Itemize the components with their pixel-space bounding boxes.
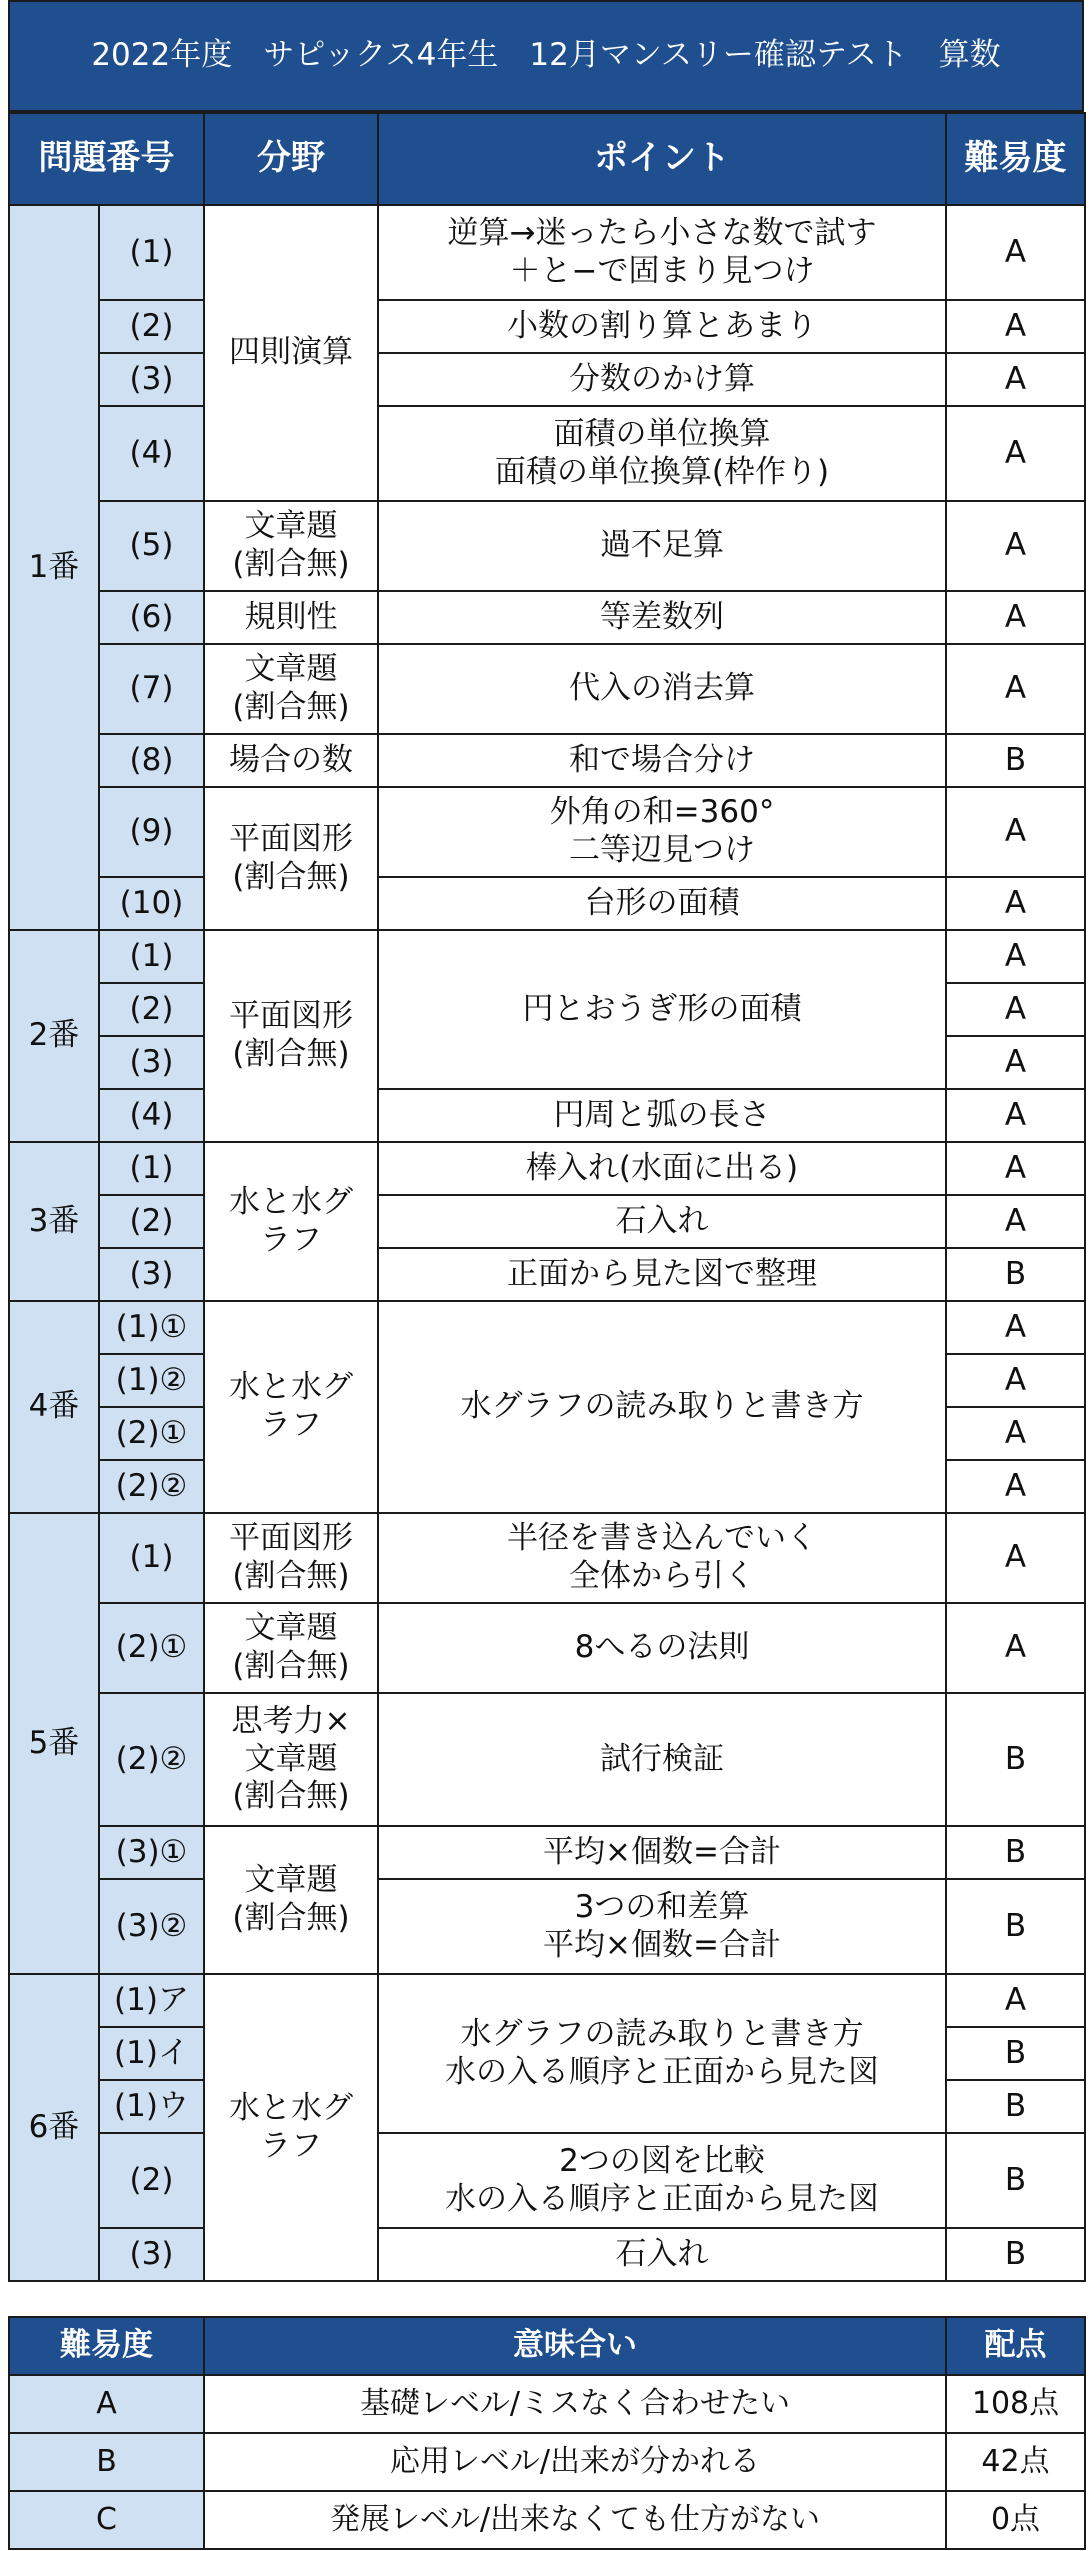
legend-meaning: 発展レベル/出来なくても仕方がない [204, 2491, 946, 2549]
field-line: 平面図形 [229, 1520, 353, 1557]
sub-number: (1) [99, 1513, 204, 1603]
difficulty-cell: A [946, 1974, 1085, 2027]
field-line: 平面図形 [229, 998, 353, 1035]
point-cell: 等差数列 [378, 591, 946, 644]
sub-number: (1) [99, 1142, 204, 1195]
section-2: 2番 [9, 930, 99, 1142]
table-row [9, 1248, 1085, 1301]
point-line: 水の入る順序と正面から見た図 [445, 2180, 879, 2217]
difficulty-cell: A [946, 205, 1085, 300]
field-cell [204, 1301, 378, 1513]
point-cell: 小数の割り算とあまり [378, 300, 946, 353]
point-line: 平均×個数=合計 [543, 1926, 781, 1963]
table-row [9, 1195, 1085, 1248]
legend-score: 42点 [946, 2433, 1085, 2491]
field-line: 文章題 [244, 1740, 338, 1777]
field-cell [204, 1603, 378, 1693]
sub-number: (3) [99, 353, 204, 406]
difficulty-cell: A [946, 877, 1085, 930]
sub-number: (1)ア [99, 1974, 204, 2027]
difficulty-cell: A [946, 1301, 1085, 1354]
sub-number: (2)① [99, 1407, 204, 1460]
sub-number: (1)① [99, 1301, 204, 1354]
sub-number: (3)① [99, 1826, 204, 1879]
section-6: 6番 [9, 1974, 99, 2281]
difficulty-cell: A [946, 1407, 1085, 1460]
sub-number: (1)② [99, 1354, 204, 1407]
point-line: 逆算→迷ったら小さな数で試す [447, 214, 877, 251]
field-cell [204, 1142, 378, 1301]
field-cell [204, 501, 378, 591]
point-line: 半径を書き込んでいく [507, 1520, 817, 1557]
point-line: 全体から引く [569, 1558, 755, 1594]
table-row [9, 406, 1085, 501]
table-row [9, 644, 1085, 734]
point-cell [378, 787, 946, 877]
difficulty-cell: A [946, 1460, 1085, 1513]
sub-number: (6) [99, 591, 204, 644]
main-table [8, 112, 1086, 2282]
difficulty-cell: A [946, 591, 1085, 644]
legend-score: 0点 [946, 2491, 1085, 2549]
table-row [9, 501, 1085, 591]
header-row [9, 113, 1085, 205]
field-line: ラフ [260, 1407, 322, 1443]
point-cell [378, 2133, 946, 2228]
sub-number: (7) [99, 644, 204, 734]
sub-number: (5) [99, 501, 204, 591]
difficulty-cell: A [946, 406, 1085, 501]
difficulty-cell: B [946, 2228, 1085, 2281]
point-cell: 平均×個数=合計 [378, 1826, 946, 1879]
legend-header-meaning: 意味合い [204, 2317, 946, 2375]
difficulty-cell: A [946, 1142, 1085, 1195]
field-cell [204, 1513, 378, 1603]
sub-number: (3) [99, 1248, 204, 1301]
section-1: 1番 [9, 205, 99, 930]
header-point: ポイント [378, 113, 946, 205]
difficulty-cell: A [946, 1354, 1085, 1407]
field-line: 水と水グ [229, 2089, 353, 2126]
sub-number: (8) [99, 734, 204, 787]
table-row [9, 300, 1085, 353]
legend-row [9, 2375, 1085, 2433]
sub-number: (2) [99, 300, 204, 353]
field-cell [204, 644, 378, 734]
point-cell: 和で場合分け [378, 734, 946, 787]
difficulty-cell: B [946, 1248, 1085, 1301]
field-line: 文章題 [244, 1862, 338, 1899]
point-cell [378, 406, 946, 501]
field-line: 文章題 [244, 508, 338, 545]
point-cell: 石入れ [378, 1195, 946, 1248]
sub-number: (1)イ [99, 2027, 204, 2080]
field-line: ラフ [260, 1221, 322, 1258]
difficulty-cell: B [946, 1879, 1085, 1974]
sub-number: (1) [99, 930, 204, 983]
field-line: (割合無) [232, 1778, 350, 1815]
field-line: (割合無) [232, 1036, 350, 1072]
table-row [9, 2228, 1085, 2281]
field-cell [204, 1693, 378, 1826]
point-line: 面積の単位換算(枠作り) [494, 453, 830, 490]
legend-header-row [9, 2317, 1085, 2375]
legend-level: A [9, 2375, 204, 2433]
difficulty-cell: A [946, 1513, 1085, 1603]
table-row [9, 2133, 1085, 2228]
legend-level: B [9, 2433, 204, 2491]
legend-row [9, 2433, 1085, 2491]
table-row [9, 591, 1085, 644]
legend-meaning: 基礎レベル/ミスなく合わせたい [204, 2375, 946, 2433]
point-cell: 過不足算 [378, 501, 946, 591]
legend-meaning: 応用レベル/出来が分かれる [204, 2433, 946, 2491]
header-field: 分野 [204, 113, 378, 205]
table-row [9, 787, 1085, 877]
field-line: (割合無) [232, 1558, 350, 1594]
table-row [9, 1142, 1085, 1195]
difficulty-cell: A [946, 787, 1085, 877]
legend-row [9, 2491, 1085, 2549]
sub-number: (2) [99, 1195, 204, 1248]
page-title: 2022年度 サピックス4年生 12月マンスリー確認テスト 算数 [9, 1, 1083, 111]
point-cell: 棒入れ(水面に出る) [378, 1142, 946, 1195]
sub-number: (4) [99, 1089, 204, 1142]
field-line: 文章題 [244, 1610, 338, 1647]
difficulty-cell: B [946, 2027, 1085, 2080]
legend-score: 108点 [946, 2375, 1085, 2433]
point-line: ＋と−で固まり見つけ [509, 252, 815, 289]
field-cell [204, 1826, 378, 1974]
field-line: 思考力× [231, 1702, 351, 1739]
sub-number: (1)ウ [99, 2080, 204, 2133]
table-row [9, 1513, 1085, 1603]
sub-number: (4) [99, 406, 204, 501]
field-cell: 規則性 [204, 591, 378, 644]
difficulty-cell: A [946, 300, 1085, 353]
sub-number: (2)① [99, 1603, 204, 1693]
sub-number: (1) [99, 205, 204, 300]
table-row [9, 1879, 1085, 1974]
point-line: 二等辺見つけ [569, 832, 755, 868]
point-cell: 代入の消去算 [378, 644, 946, 734]
sub-number: (2)② [99, 1460, 204, 1513]
point-cell: 台形の面積 [378, 877, 946, 930]
section-4: 4番 [9, 1301, 99, 1513]
header-number: 問題番号 [9, 113, 204, 205]
field-line: (割合無) [232, 1900, 350, 1936]
point-cell [378, 1879, 946, 1974]
difficulty-cell: B [946, 734, 1085, 787]
point-cell: 水グラフの読み取りと書き方 [378, 1301, 946, 1513]
sub-number: (9) [99, 787, 204, 877]
table-row [9, 1301, 1085, 1354]
point-cell: 正面から見た図で整理 [378, 1248, 946, 1301]
sub-number: (3) [99, 1036, 204, 1089]
table-row [9, 1974, 1085, 2027]
sub-number: (3) [99, 2228, 204, 2281]
field-line: (割合無) [232, 858, 350, 895]
field-line: 水と水グ [229, 1183, 353, 1220]
legend-table [8, 2316, 1086, 2550]
difficulty-cell: A [946, 353, 1085, 406]
point-line: 外角の和=360° [549, 794, 775, 831]
difficulty-cell: B [946, 1826, 1085, 1879]
difficulty-cell: B [946, 2133, 1085, 2228]
field-line: 水と水グ [229, 1369, 353, 1406]
difficulty-cell: A [946, 1195, 1085, 1248]
field-line: 平面図形 [229, 820, 353, 857]
field-line: (割合無) [232, 689, 350, 725]
difficulty-cell: A [946, 501, 1085, 591]
point-line: 水グラフの読み取りと書き方 [460, 2015, 864, 2052]
difficulty-cell: A [946, 644, 1085, 734]
table-row [9, 930, 1085, 983]
difficulty-cell: A [946, 1036, 1085, 1089]
field-cell [204, 1974, 378, 2281]
table-row [9, 205, 1085, 300]
section-3: 3番 [9, 1142, 99, 1301]
difficulty-cell: A [946, 983, 1085, 1036]
point-cell: 試行検証 [378, 1693, 946, 1826]
table-row [9, 734, 1085, 787]
section-5: 5番 [9, 1513, 99, 1974]
table-row [9, 1089, 1085, 1142]
field-line: 文章題 [244, 651, 338, 688]
table-row [9, 877, 1085, 930]
title-table [8, 0, 1084, 112]
difficulty-cell: A [946, 1089, 1085, 1142]
page [8, 0, 1084, 2550]
point-cell: 円とおうぎ形の面積 [378, 930, 946, 1089]
point-cell [378, 1513, 946, 1603]
sub-number: (10) [99, 877, 204, 930]
field-line: 四則演算 [229, 334, 353, 371]
field-cell [204, 205, 378, 501]
sub-number: (2)② [99, 1693, 204, 1826]
table-row [9, 1826, 1085, 1879]
point-line: 水の入る順序と正面から見た図 [445, 2053, 879, 2090]
point-cell [378, 205, 946, 300]
point-cell: 石入れ [378, 2228, 946, 2281]
sub-number: (2) [99, 983, 204, 1036]
field-line: (割合無) [232, 1648, 350, 1684]
table-row [9, 1603, 1085, 1693]
field-cell [204, 930, 378, 1142]
legend-level: C [9, 2491, 204, 2549]
point-line: 面積の単位換算 [553, 415, 771, 452]
point-cell [378, 1974, 946, 2133]
field-cell [204, 787, 378, 930]
sub-number: (2) [99, 2133, 204, 2228]
difficulty-cell: B [946, 2080, 1085, 2133]
point-line: 2つの図を比較 [559, 2142, 765, 2179]
table-row [9, 1693, 1085, 1826]
field-line: (割合無) [232, 546, 350, 582]
field-cell: 場合の数 [204, 734, 378, 787]
difficulty-cell: A [946, 1603, 1085, 1693]
point-cell: 分数のかけ算 [378, 353, 946, 406]
difficulty-cell: A [946, 930, 1085, 983]
sub-number: (3)② [99, 1879, 204, 1974]
point-line: 3つの和差算 [574, 1888, 750, 1925]
point-cell: 8へるの法則 [378, 1603, 946, 1693]
legend-header-level: 難易度 [9, 2317, 204, 2375]
difficulty-cell: B [946, 1693, 1085, 1826]
field-line: ラフ [260, 2127, 322, 2164]
legend-header-score: 配点 [946, 2317, 1085, 2375]
point-cell: 円周と弧の長さ [378, 1089, 946, 1142]
header-difficulty: 難易度 [946, 113, 1085, 205]
table-row [9, 353, 1085, 406]
